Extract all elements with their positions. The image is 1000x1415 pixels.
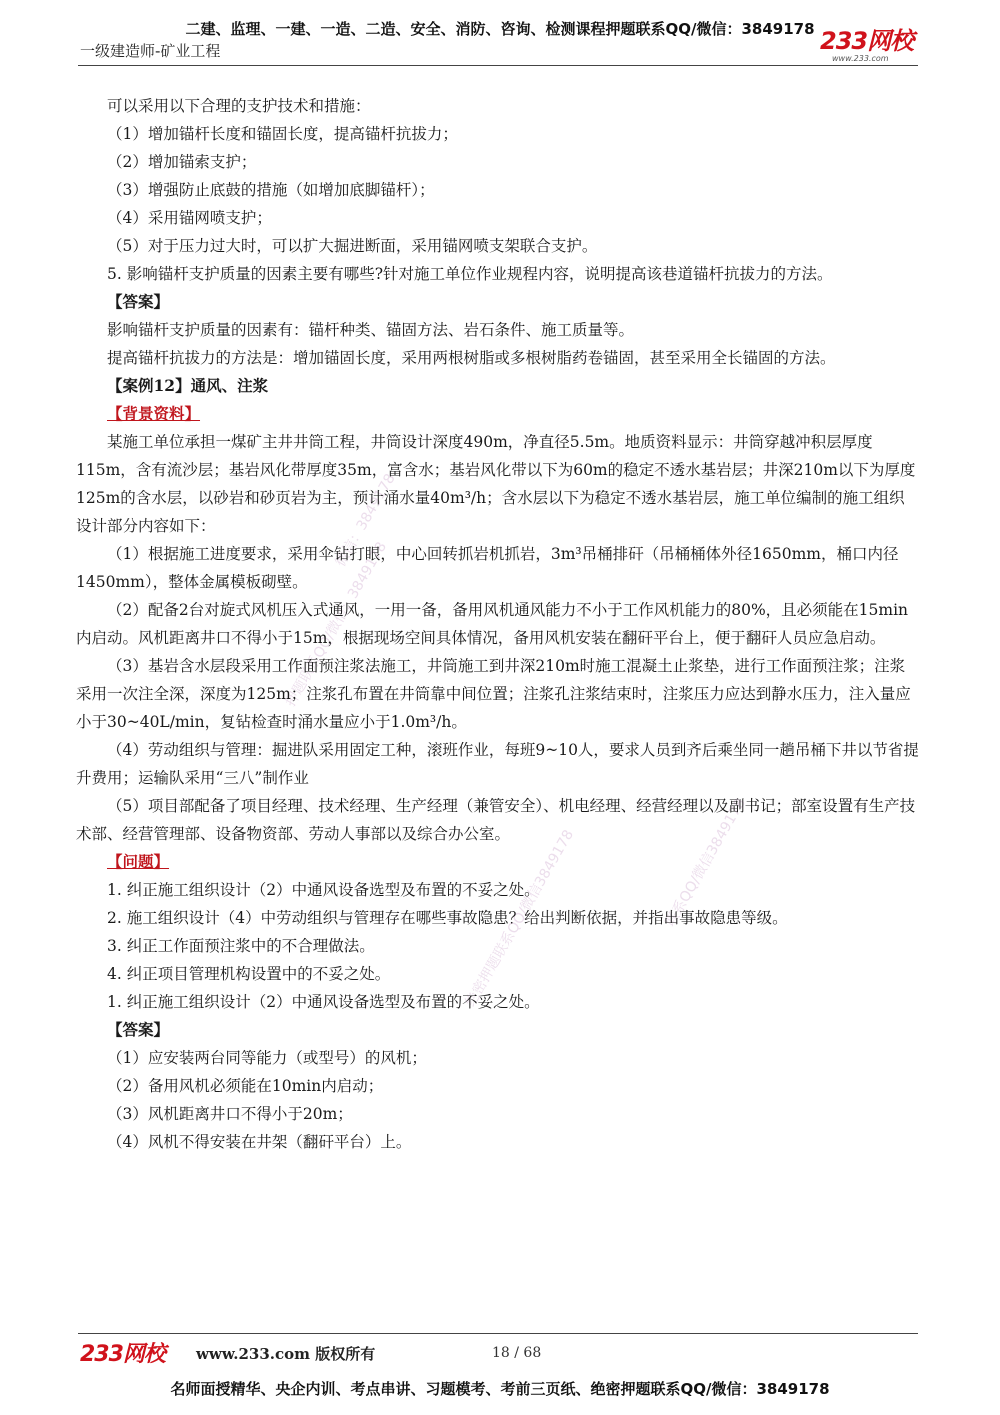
header-logo: [820, 28, 920, 66]
paragraph: 影响锚杆支护质量的因素有：锚杆种类、锚固方法、岩石条件、施工质量等。: [107, 321, 635, 339]
question-item: 2. 施工组织设计（4）中劳动组织与管理存在哪些事故隐患？给出判断依据，并指出事故隐患等级。: [107, 909, 788, 927]
watermark-2: 押题联系QQ/微信：3849178: [282, 539, 391, 710]
subject-title: 一级建造师-矿业工程: [80, 42, 221, 60]
top-banner: 二建、监理、一建、一造、二造、安全、消防、咨询、检测课程押题联系QQ/微信：3849178: [185, 20, 815, 38]
footer-site: www.233.com 版权所有: [196, 1345, 376, 1363]
footer-divider: [78, 1333, 918, 1334]
watermark-4: 绝密押题联系QQ/微信3849178: [462, 827, 578, 1010]
list-item: （1）增加锚杆长度和锚固长度，提高锚杆抗拔力；: [107, 125, 458, 143]
paragraph: 某施工单位承担一煤矿主井井筒工程，井筒设计深度490m，净直径5.5m。地质资料显示：井筒穿越冲积层厚度115m，含有流沙层；基岩风化带厚度35m，富含水；基岩风化带以下为60m的稳定不透水基岩层；井深210m以下为厚度125m的含水层，以砂岩和砂页岩为主，预计涌水量40m³/h；含水层以下为稳定不透水基岩层，施工单位编制的施工组织设计部分内容如下：: [76, 433, 916, 535]
page-number: 18 / 68: [492, 1345, 542, 1361]
header-divider: [78, 65, 918, 66]
watermark-3: 联系QQ/微信3849178: [662, 795, 750, 930]
footer-logo: 233网校: [80, 1342, 165, 1367]
answer-item: （3）风机距离井口不得小于20m；: [107, 1105, 353, 1123]
logo-url: www.233.com: [832, 54, 889, 63]
list-item: （3）增强防止底鼓的措施（如增加底脚锚杆）；: [107, 181, 435, 199]
watermark-1: 微信：3849178: [332, 471, 399, 570]
question-paragraph: 5. 影响锚杆支护质量的因素主要有哪些?针对施工单位作业规程内容，说明提高该巷道锚杆抗拔力的方法。: [107, 265, 833, 283]
question-item: 4. 纠正项目管理机构设置中的不妥之处。: [107, 965, 391, 983]
answer-heading: 【答案】: [107, 292, 170, 311]
paragraph: （5）项目部配备了项目经理、技术经理、生产经理（兼管安全）、机电经理、经营经理以及副书记；部室设置有生产技术部、经营管理部、设备物资部、劳动人事部以及综合办公室。: [76, 797, 916, 843]
paragraph: （3）基岩含水层段采用工作面预注浆法施工，井筒施工到井深210m时施工混凝土止浆垫，进行工作面预注浆；注浆采用一次注全深，深度为125m；注浆孔布置在井筒靠中间位置；注浆孔注浆结束时，注浆压力应达到静水压力，注入量应小于30~40L/min，复钻检查时涌水量应小于1.0m³/h。: [76, 657, 911, 731]
paragraph: 提高锚杆抗拔力的方法是：增加锚固长度，采用两根树脂或多根树脂药卷锚固，甚至采用全长锚固的方法。: [107, 349, 836, 367]
list-item: （5）对于压力过大时，可以扩大掘进断面，采用锚网喷支架联合支护。: [107, 237, 598, 255]
question-item: 1. 纠正施工组织设计（2）中通风设备选型及布置的不妥之处。: [107, 993, 540, 1011]
background-heading: 【背景资料】: [107, 404, 201, 423]
answer-item: （1）应安装两台同等能力（或型号）的风机；: [107, 1049, 427, 1067]
document-body: [76, 92, 920, 1156]
question-item: 3. 纠正工作面预注浆中的不合理做法。: [107, 937, 375, 955]
answer-item: （2）备用风机必须能在10min内启动；: [107, 1077, 384, 1095]
paragraph: （1）根据施工进度要求，采用伞钻打眼，中心回转抓岩机抓岩，3m³吊桶排矸（吊桶桶体外径1650mm，桶口内径1450mm），整体金属模板砌壁。: [76, 545, 899, 591]
list-item: （2）增加锚索支护；: [107, 153, 257, 171]
question-heading: 【问题】: [107, 852, 170, 871]
answer-heading: 【答案】: [107, 1020, 170, 1039]
case-title: 【案例12】通风、注浆: [107, 376, 269, 395]
paragraph: 可以采用以下合理的支护技术和措施：: [107, 97, 371, 115]
answer-item: （4）风机不得安装在井架（翻矸平台）上。: [107, 1133, 412, 1151]
paragraph: （2）配备2台对旋式风机压入式通风，一用一备，备用风机通风能力不小于工作风机能力的80%，且必须能在15min内启动。风机距离井口不得小于15m，根据现场空间具体情况，备用风机安装在翻矸平台上，便于翻矸人员应急启动。: [76, 601, 909, 647]
paragraph: （4）劳动组织与管理：掘进队采用固定工种，滚班作业，每班9~10人，要求人员到齐后乘坐同一趟吊桶下井以节省提升费用；运输队采用“三八”制作业: [76, 741, 919, 787]
footer-banner: 名师面授精华、央企内训、考点串讲、习题模考、考前三页纸、绝密押题联系QQ/微信：3849178: [170, 1380, 830, 1398]
logo-text: 233网校: [820, 27, 914, 55]
question-item: 1. 纠正施工组织设计（2）中通风设备选型及布置的不妥之处。: [107, 881, 540, 899]
list-item: （4）采用锚网喷支护；: [107, 209, 272, 227]
